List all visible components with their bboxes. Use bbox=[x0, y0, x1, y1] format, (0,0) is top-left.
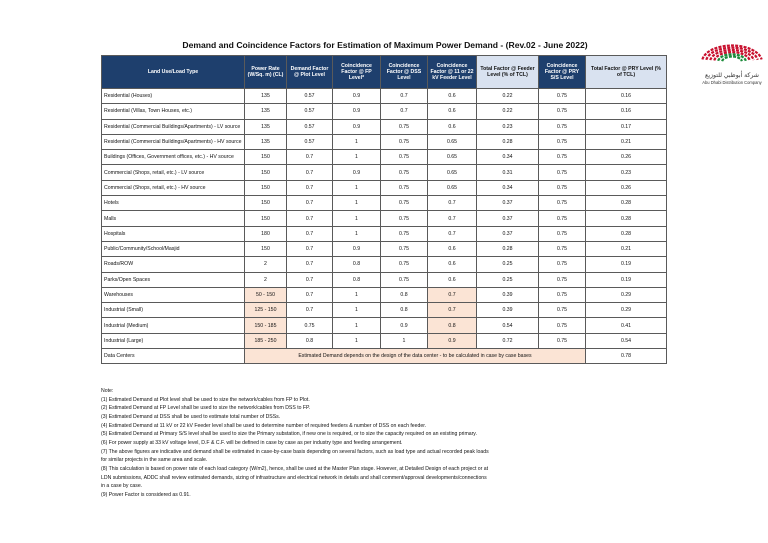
page-title: Demand and Coincidence Factors for Estimation of Maximum Power Demand - (Rev.02 - June 2022) bbox=[182, 40, 588, 50]
total-pry-cell: 0.21 bbox=[586, 241, 667, 256]
cf-fp-cell: 1 bbox=[333, 333, 381, 348]
cf-feeder-cell: 0.7 bbox=[428, 211, 477, 226]
power-rate-cell: 2 bbox=[245, 257, 287, 272]
total-feeder-cell: 0.72 bbox=[477, 333, 539, 348]
cf-pry-cell: 0.75 bbox=[539, 287, 586, 302]
land-use-cell: Industrial (Medium) bbox=[102, 318, 245, 333]
cf-pry-cell: 0.75 bbox=[539, 333, 586, 348]
cf-fp-cell: 1 bbox=[333, 134, 381, 149]
total-pry-cell: 0.41 bbox=[586, 318, 667, 333]
table-row-data-centers bbox=[102, 349, 667, 364]
table-row bbox=[102, 119, 667, 134]
cf-fp-cell: 1 bbox=[333, 150, 381, 165]
table-row bbox=[102, 272, 667, 287]
land-use-cell: Malls bbox=[102, 211, 245, 226]
total-pry-cell: 0.19 bbox=[586, 272, 667, 287]
power-rate-cell: 150 bbox=[245, 241, 287, 256]
total-feeder-cell: 0.28 bbox=[477, 134, 539, 149]
total-pry-cell: 0.16 bbox=[586, 104, 667, 119]
total-pry-cell: 0.21 bbox=[586, 134, 667, 149]
demand-factor-cell: 0.75 bbox=[287, 318, 333, 333]
power-rate-cell: 185 - 250 bbox=[245, 333, 287, 348]
total-pry-cell: 0.17 bbox=[586, 119, 667, 134]
table-row bbox=[102, 287, 667, 302]
cf-feeder-cell: 0.7 bbox=[428, 196, 477, 211]
total-feeder-cell: 0.37 bbox=[477, 226, 539, 241]
cf-fp-cell: 0.9 bbox=[333, 119, 381, 134]
cf-feeder-cell: 0.7 bbox=[428, 226, 477, 241]
cf-pry-cell: 0.75 bbox=[539, 104, 586, 119]
column-header-cf-pry: Coincidence Factor @ PRY S/S Level bbox=[539, 56, 586, 89]
cf-fp-cell: 1 bbox=[333, 180, 381, 195]
cf-dss-cell: 0.75 bbox=[381, 211, 428, 226]
column-header-cf-feeder: Coincidence Factor @ 11 or 22 kV Feeder Level bbox=[428, 56, 477, 89]
land-use-cell: Residential (Villas, Town Houses, etc.) bbox=[102, 104, 245, 119]
power-rate-cell: 135 bbox=[245, 119, 287, 134]
land-use-cell: Warehouses bbox=[102, 287, 245, 302]
total-feeder-cell: 0.34 bbox=[477, 180, 539, 195]
cf-fp-cell: 1 bbox=[333, 303, 381, 318]
cf-dss-cell: 0.75 bbox=[381, 134, 428, 149]
cf-pry-cell: 0.75 bbox=[539, 180, 586, 195]
land-use-cell: Roads/ROW bbox=[102, 257, 245, 272]
total-feeder-cell: 0.23 bbox=[477, 119, 539, 134]
cf-fp-cell: 0.9 bbox=[333, 165, 381, 180]
cf-pry-cell: 0.75 bbox=[539, 165, 586, 180]
cf-feeder-cell: 0.6 bbox=[428, 257, 477, 272]
land-use-cell: Parks/Open Spaces bbox=[102, 272, 245, 287]
power-rate-cell: 150 bbox=[245, 196, 287, 211]
column-header-cf-fp: Coincidence Factor @ FP Level* bbox=[333, 56, 381, 89]
table-row bbox=[102, 165, 667, 180]
note-line: for similar projects in the same area and scale. bbox=[101, 457, 208, 464]
power-rate-cell: 150 - 185 bbox=[245, 318, 287, 333]
demand-factor-cell: 0.7 bbox=[287, 180, 333, 195]
table-row bbox=[102, 180, 667, 195]
table-row bbox=[102, 150, 667, 165]
power-rate-cell: 135 bbox=[245, 89, 287, 104]
total-pry-cell: 0.78 bbox=[586, 349, 667, 364]
power-rate-cell: 150 bbox=[245, 180, 287, 195]
column-header-land-use: Land Use/Load Type bbox=[102, 56, 245, 89]
land-use-cell: Data Centers bbox=[102, 349, 245, 364]
cf-fp-cell: 0.9 bbox=[333, 89, 381, 104]
cf-dss-cell: 0.8 bbox=[381, 287, 428, 302]
table-row bbox=[102, 226, 667, 241]
column-header-total-feeder: Total Factor @ Feeder Level (% of TCL) bbox=[477, 56, 539, 89]
cf-feeder-cell: 0.65 bbox=[428, 150, 477, 165]
table-row bbox=[102, 241, 667, 256]
cf-feeder-cell: 0.6 bbox=[428, 119, 477, 134]
cf-feeder-cell: 0.65 bbox=[428, 134, 477, 149]
cf-feeder-cell: 0.65 bbox=[428, 180, 477, 195]
table-row bbox=[102, 134, 667, 149]
logo-english-name: Abu Dhabi Distribution Company bbox=[702, 80, 762, 85]
note-line: (5) Estimated Demand at Primary S/S level shall be used to size the Primary substation, if new one is required, or to size the capacity required on an existing primary. bbox=[101, 431, 477, 438]
table-row bbox=[102, 257, 667, 272]
note-line: LDN submissions, ADDC shall review estimated demands, sizing of infrastructure and electrical network in details and shall comment/approval developments/connections bbox=[101, 474, 487, 481]
cf-fp-cell: 1 bbox=[333, 211, 381, 226]
demand-factor-cell: 0.57 bbox=[287, 104, 333, 119]
cf-dss-cell: 0.75 bbox=[381, 165, 428, 180]
cf-pry-cell: 0.75 bbox=[539, 241, 586, 256]
note-line: (1) Estimated Demand at Plot level shall be used to size the network/cables from FP to Plot. bbox=[101, 396, 310, 403]
power-rate-cell: 2 bbox=[245, 272, 287, 287]
cf-fp-cell: 1 bbox=[333, 318, 381, 333]
demand-factor-cell: 0.7 bbox=[287, 241, 333, 256]
cf-pry-cell: 0.75 bbox=[539, 303, 586, 318]
total-feeder-cell: 0.37 bbox=[477, 196, 539, 211]
note-line: (2) Estimated Demand at FP Level shall be used to size the network/cables from DSS to FP. bbox=[101, 405, 311, 412]
column-header-total-pry: Total Factor @ PRY Level (% of TCL) bbox=[586, 56, 667, 89]
total-feeder-cell: 0.25 bbox=[477, 257, 539, 272]
demand-factor-cell: 0.57 bbox=[287, 119, 333, 134]
total-feeder-cell: 0.37 bbox=[477, 211, 539, 226]
cf-dss-cell: 0.75 bbox=[381, 150, 428, 165]
land-use-cell: Commercial (Shops, retail, etc.) - LV source bbox=[102, 165, 245, 180]
land-use-cell: Industrial (Small) bbox=[102, 303, 245, 318]
power-rate-cell: 125 - 150 bbox=[245, 303, 287, 318]
total-pry-cell: 0.28 bbox=[586, 211, 667, 226]
total-feeder-cell: 0.39 bbox=[477, 303, 539, 318]
cf-pry-cell: 0.75 bbox=[539, 211, 586, 226]
land-use-cell: Hotels bbox=[102, 196, 245, 211]
cf-dss-cell: 0.75 bbox=[381, 257, 428, 272]
cf-dss-cell: 0.75 bbox=[381, 119, 428, 134]
cf-feeder-cell: 0.6 bbox=[428, 104, 477, 119]
table-row bbox=[102, 89, 667, 104]
land-use-cell: Residential (Commercial Buildings/Apartments) - HV source bbox=[102, 134, 245, 149]
total-pry-cell: 0.19 bbox=[586, 257, 667, 272]
cf-fp-cell: 1 bbox=[333, 226, 381, 241]
total-feeder-cell: 0.25 bbox=[477, 272, 539, 287]
demand-factor-cell: 0.57 bbox=[287, 89, 333, 104]
power-rate-cell: 135 bbox=[245, 104, 287, 119]
total-feeder-cell: 0.54 bbox=[477, 318, 539, 333]
cf-pry-cell: 0.75 bbox=[539, 257, 586, 272]
cf-feeder-cell: 0.9 bbox=[428, 333, 477, 348]
power-rate-cell: 150 bbox=[245, 211, 287, 226]
total-pry-cell: 0.26 bbox=[586, 150, 667, 165]
note-line: (6) For power supply at 33 kV voltage level, D.F & C.F. will be defined in case by case as per industry type and feeding arrangement. bbox=[101, 439, 403, 446]
power-rate-cell: 135 bbox=[245, 134, 287, 149]
cf-pry-cell: 0.75 bbox=[539, 134, 586, 149]
cf-pry-cell: 0.75 bbox=[539, 196, 586, 211]
land-use-cell: Public/Community/School/Masjid bbox=[102, 241, 245, 256]
cf-dss-cell: 0.75 bbox=[381, 241, 428, 256]
cf-pry-cell: 0.75 bbox=[539, 150, 586, 165]
note-line: in a case by case. bbox=[101, 483, 143, 490]
cf-dss-cell: 1 bbox=[381, 333, 428, 348]
total-feeder-cell: 0.22 bbox=[477, 104, 539, 119]
demand-factor-cell: 0.8 bbox=[287, 333, 333, 348]
total-pry-cell: 0.26 bbox=[586, 180, 667, 195]
cf-pry-cell: 0.75 bbox=[539, 318, 586, 333]
cf-feeder-cell: 0.6 bbox=[428, 89, 477, 104]
cf-feeder-cell: 0.65 bbox=[428, 165, 477, 180]
cf-dss-cell: 0.75 bbox=[381, 272, 428, 287]
cf-dss-cell: 0.7 bbox=[381, 104, 428, 119]
total-feeder-cell: 0.34 bbox=[477, 150, 539, 165]
note-line: (3) Estimated Demand at DSS shall be used to estimate total number of DSSs. bbox=[101, 413, 281, 420]
land-use-cell: Buildings (Offices, Government offices, etc.) - HV source bbox=[102, 150, 245, 165]
total-pry-cell: 0.29 bbox=[586, 287, 667, 302]
cf-fp-cell: 0.8 bbox=[333, 272, 381, 287]
power-rate-cell: 180 bbox=[245, 226, 287, 241]
demand-factor-cell: 0.57 bbox=[287, 134, 333, 149]
demand-factor-cell: 0.7 bbox=[287, 257, 333, 272]
total-pry-cell: 0.16 bbox=[586, 89, 667, 104]
table-row bbox=[102, 211, 667, 226]
cf-fp-cell: 0.8 bbox=[333, 257, 381, 272]
table-row bbox=[102, 318, 667, 333]
total-feeder-cell: 0.28 bbox=[477, 241, 539, 256]
total-pry-cell: 0.29 bbox=[586, 303, 667, 318]
demand-factors-table bbox=[101, 55, 667, 364]
table-row bbox=[102, 196, 667, 211]
cf-fp-cell: 1 bbox=[333, 287, 381, 302]
cf-pry-cell: 0.75 bbox=[539, 226, 586, 241]
land-use-cell: Residential (Houses) bbox=[102, 89, 245, 104]
note-line: (8) This calculation is based on power rate of each load category (W/m2), hence, shall be used at the Master Plan stage. However, at Detailed Design of each project or at bbox=[101, 465, 489, 472]
power-rate-cell: 150 bbox=[245, 150, 287, 165]
cf-dss-cell: 0.9 bbox=[381, 318, 428, 333]
note-line: (7) The above figures are indicative and demand shall be estimated in case-by-case basis depending on several factors, such as load type and actual recorded peak loads bbox=[101, 448, 489, 455]
table-row bbox=[102, 333, 667, 348]
table-header-row bbox=[102, 56, 667, 89]
notes-heading: Note: bbox=[101, 388, 114, 394]
cf-dss-cell: 0.75 bbox=[381, 226, 428, 241]
total-pry-cell: 0.28 bbox=[586, 196, 667, 211]
demand-factor-cell: 0.7 bbox=[287, 165, 333, 180]
logo-arabic-name: شركة أبوظبي للتوزيع bbox=[705, 72, 759, 79]
cf-pry-cell: 0.75 bbox=[539, 119, 586, 134]
table-row bbox=[102, 303, 667, 318]
demand-factor-cell: 0.7 bbox=[287, 211, 333, 226]
cf-dss-cell: 0.8 bbox=[381, 303, 428, 318]
cf-pry-cell: 0.75 bbox=[539, 89, 586, 104]
total-pry-cell: 0.23 bbox=[586, 165, 667, 180]
cf-pry-cell: 0.75 bbox=[539, 272, 586, 287]
cf-fp-cell: 1 bbox=[333, 196, 381, 211]
notes-section bbox=[101, 387, 667, 500]
cf-feeder-cell: 0.7 bbox=[428, 303, 477, 318]
demand-factor-cell: 0.7 bbox=[287, 150, 333, 165]
land-use-cell: Residential (Commercial Buildings/Apartments) - LV source bbox=[102, 119, 245, 134]
column-header-power-rate: Power Rate (W/Sq. m) (CL) bbox=[245, 56, 287, 89]
cf-dss-cell: 0.75 bbox=[381, 180, 428, 195]
cf-feeder-cell: 0.6 bbox=[428, 241, 477, 256]
demand-factor-cell: 0.7 bbox=[287, 226, 333, 241]
cf-fp-cell: 0.9 bbox=[333, 104, 381, 119]
demand-factor-cell: 0.7 bbox=[287, 196, 333, 211]
total-pry-cell: 0.54 bbox=[586, 333, 667, 348]
cf-dss-cell: 0.75 bbox=[381, 196, 428, 211]
note-line: (4) Estimated Demand at 11 kV or 22 kV Feeder level shall be used to determine number of required feeders & number of DSS on each feeder. bbox=[101, 422, 427, 429]
logo-ring bbox=[722, 57, 742, 62]
land-use-cell: Industrial (Large) bbox=[102, 333, 245, 348]
total-feeder-cell: 0.39 bbox=[477, 287, 539, 302]
cf-feeder-cell: 0.7 bbox=[428, 287, 477, 302]
data-centers-note-cell: Estimated Demand depends on the design of the data center - to be calculated in case by case bases bbox=[245, 349, 586, 364]
land-use-cell: Hospitals bbox=[102, 226, 245, 241]
power-rate-cell: 50 - 150 bbox=[245, 287, 287, 302]
cf-feeder-cell: 0.8 bbox=[428, 318, 477, 333]
demand-factor-cell: 0.7 bbox=[287, 287, 333, 302]
power-rate-cell: 150 bbox=[245, 165, 287, 180]
column-header-demand-factor: Demand Factor @ Plot Level bbox=[287, 56, 333, 89]
demand-factor-cell: 0.7 bbox=[287, 303, 333, 318]
note-line: (9) Power Factor is considered as 0.91. bbox=[101, 491, 191, 498]
total-pry-cell: 0.28 bbox=[586, 226, 667, 241]
column-header-cf-dss: Coincidence Factor @ DSS Level bbox=[381, 56, 428, 89]
total-feeder-cell: 0.22 bbox=[477, 89, 539, 104]
total-feeder-cell: 0.31 bbox=[477, 165, 539, 180]
cf-feeder-cell: 0.6 bbox=[428, 272, 477, 287]
cf-dss-cell: 0.7 bbox=[381, 89, 428, 104]
land-use-cell: Commercial (Shops, retail, etc.) - HV source bbox=[102, 180, 245, 195]
cf-fp-cell: 0.9 bbox=[333, 241, 381, 256]
demand-factor-cell: 0.7 bbox=[287, 272, 333, 287]
table-row bbox=[102, 104, 667, 119]
